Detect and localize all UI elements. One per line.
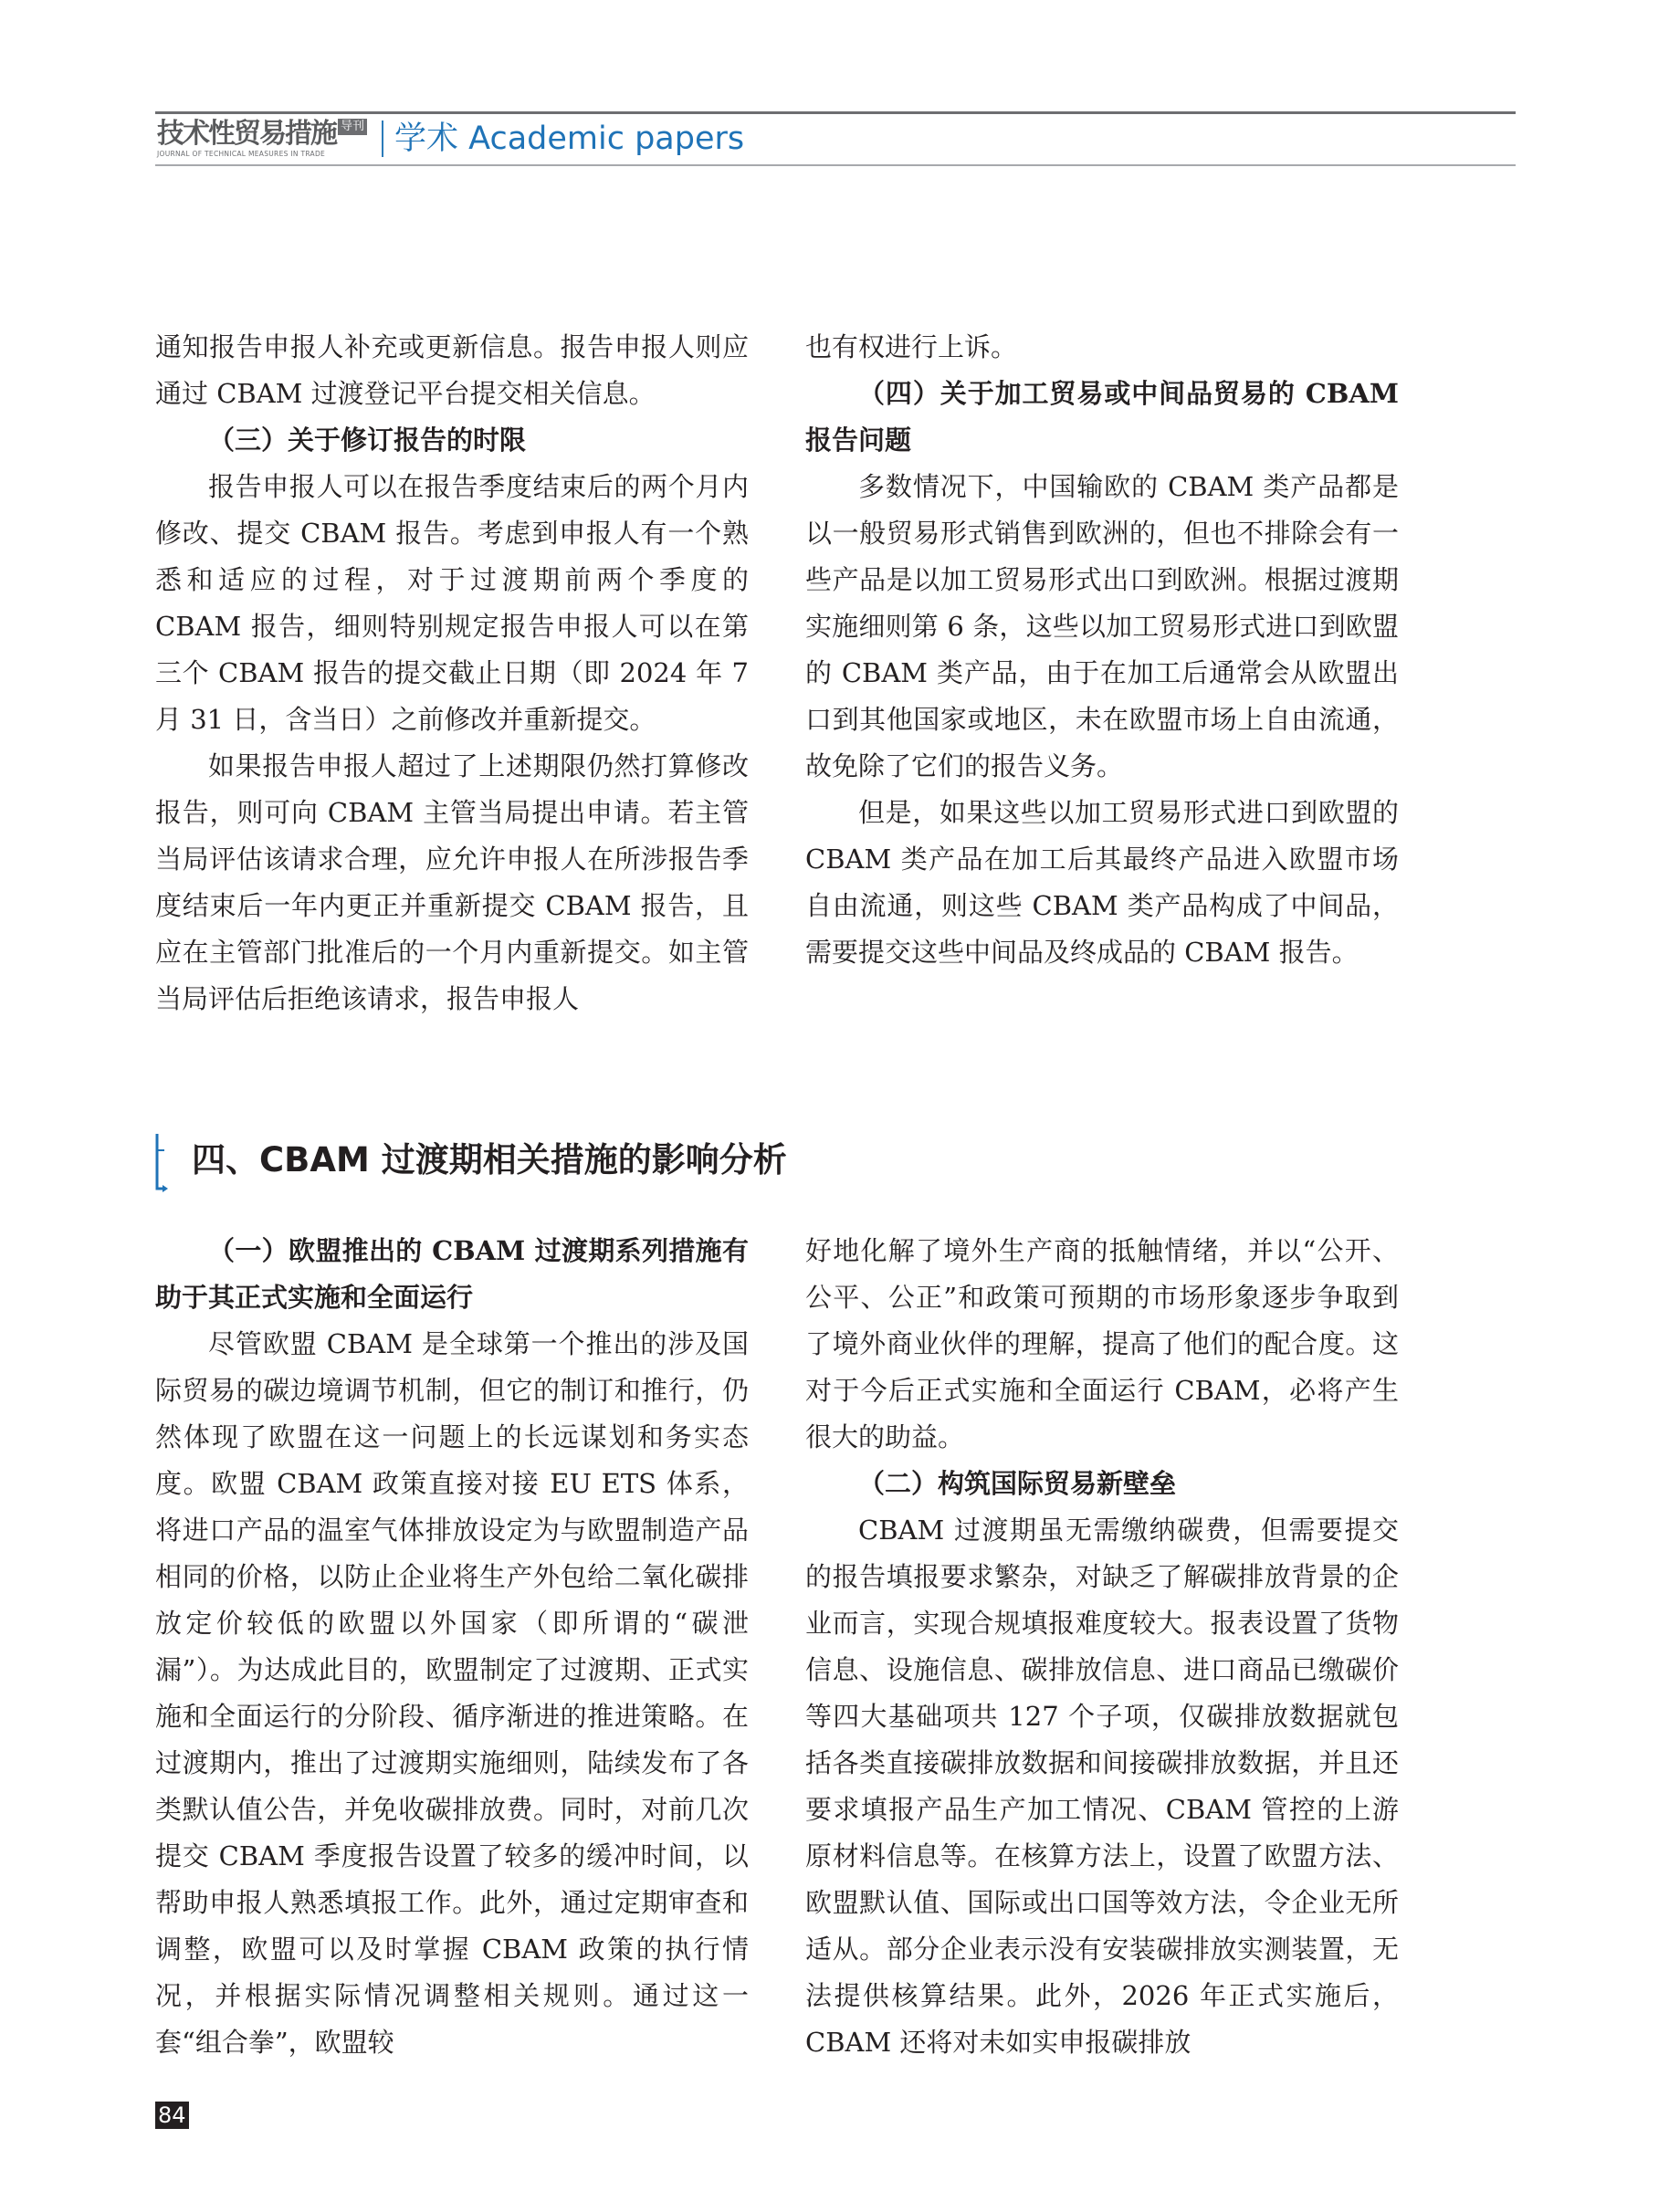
header-divider xyxy=(382,121,383,157)
subheading: （三）关于修订报告的时限 xyxy=(208,425,527,456)
paragraph: 也有权进行上诉。 xyxy=(805,331,1018,362)
paragraph: 好地化解了境外生产商的抵触情绪，并以“公开、公平、公正”和政策可预期的市场形象逐步争取到了境外商业伙伴的理解，提高了他们的配合度。这对于今后正式实施和全面运行 CBAM，必将产生很大的助益。 xyxy=(805,1235,1399,1452)
journal-logo xyxy=(157,119,367,159)
paragraph: 如果报告申报人超过了上述期限仍然打算修改报告，则可向 CBAM 主管当局提出申请。若主管当局评估该请求合理，应允许申报人在所涉报告季度结束后一年内更正并重新提交 CBAM 报告，且应在主管部门批准后的一个月内重新提交。如主管当局评估后拒绝该请求，报告申报人 xyxy=(155,750,749,1014)
journal-name: 技术性贸易措施 xyxy=(157,118,336,150)
top-left-column xyxy=(155,324,749,1022)
section-tag: 学术 Academic papers xyxy=(394,121,745,157)
paragraph: CBAM 过渡期虽无需缴纳碳费，但需要提交的报告填报要求繁杂，对缺乏了解碳排放背景的企业而言，实现合规填报难度较大。报表设置了货物信息、设施信息、碳排放信息、进口商品已缴碳价等四大基础项共 127 个子项，仅碳排放数据就包括各类直接碳排放数据和间接碳排放数据，并且还要求填报产品生产加工情况、CBAM 管控的上游原材料信息等。在核算方法上，设置了欧盟方法、欧盟默认值、国际或出口国等效方法，令企业无所适从。部分企业表示没有安装碳排放实测装置，无法提供核算结果。此外，2026 年正式实施后，CBAM 还将对未如实申报碳排放 xyxy=(805,1515,1399,2058)
journal-english-name: JOURNAL OF TECHNICAL MEASURES IN TRADE xyxy=(157,150,326,158)
bottom-left-column xyxy=(155,1228,749,2066)
subheading: （二）构筑国际贸易新壁垒 xyxy=(858,1468,1177,1499)
subheading: （一）欧盟推出的 CBAM 过渡期系列措施有助于其正式实施和全面运行 xyxy=(155,1235,749,1313)
section-title: 四、CBAM 过渡期相关措施的影响分析 xyxy=(192,1140,787,1179)
paragraph: 通知报告申报人补充或更新信息。报告申报人则应通过 CBAM 过渡登记平台提交相关信息。 xyxy=(155,331,749,409)
top-right-column xyxy=(805,324,1399,976)
header-rule-top xyxy=(155,111,1516,114)
paragraph: 多数情况下，中国输欧的 CBAM 类产品都是以一般贸易形式销售到欧洲的，但也不排除会有一些产品是以加工贸易形式出口到欧洲。根据过渡期实施细则第 6 条，这些以加工贸易形式进口到欧盟的 CBAM 类产品，由于在加工后通常会从欧盟出口到其他国家或地区，未在欧盟市场上自由流通，故免除了它们的报告义务。 xyxy=(805,471,1399,781)
paragraph: 报告申报人可以在报告季度结束后的两个月内修改、提交 CBAM 报告。考虑到申报人有一个熟悉和适应的过程，对于过渡期前两个季度的 CBAM 报告，细则特别规定报告申报人可以在第三个 CBAM 报告的提交截止日期（即 2024 年 7 月 31 日，含当日）之前修改并重新提交。 xyxy=(155,471,749,735)
subheading: （四）关于加工贸易或中间品贸易的 CBAM 报告问题 xyxy=(805,378,1399,456)
header-rule-bottom xyxy=(155,164,1516,166)
page-number: 84 xyxy=(155,2102,189,2129)
journal-tag: 导刊 xyxy=(338,119,367,135)
bracket-icon xyxy=(153,1134,168,1192)
paragraph: 尽管欧盟 CBAM 是全球第一个推出的涉及国际贸易的碳边境调节机制，但它的制订和推行，仍然体现了欧盟在这一问题上的长远谋划和务实态度。欧盟 CBAM 政策直接对接 EU ETS 体系，将进口产品的温室气体排放设定为与欧盟制造产品相同的价格，以防止企业将生产外包给二氧化碳排放定价较低的欧盟以外国家（即所谓的“碳泄漏”）。为达成此目的，欧盟制定了过渡期、正式实施和全面运行的分阶段、循序渐进的推进策略。在过渡期内，推出了过渡期实施细则，陆续发布了各类默认值公告，并免收碳排放费。同时，对前几次提交 CBAM 季度报告设置了较多的缓冲时间，以帮助申报人熟悉填报工作。此外，通过定期审查和调整，欧盟可以及时掌握 CBAM 政策的执行情况，并根据实际情况调整相关规则。通过这一套“组合拳”，欧盟较 xyxy=(155,1328,749,2058)
bottom-right-column xyxy=(805,1228,1399,2066)
paragraph: 但是，如果这些以加工贸易形式进口到欧盟的 CBAM 类产品在加工后其最终产品进入欧盟市场自由流通，则这些 CBAM 类产品构成了中间品，需要提交这些中间品及终成品的 CBAM 报告。 xyxy=(805,797,1399,968)
